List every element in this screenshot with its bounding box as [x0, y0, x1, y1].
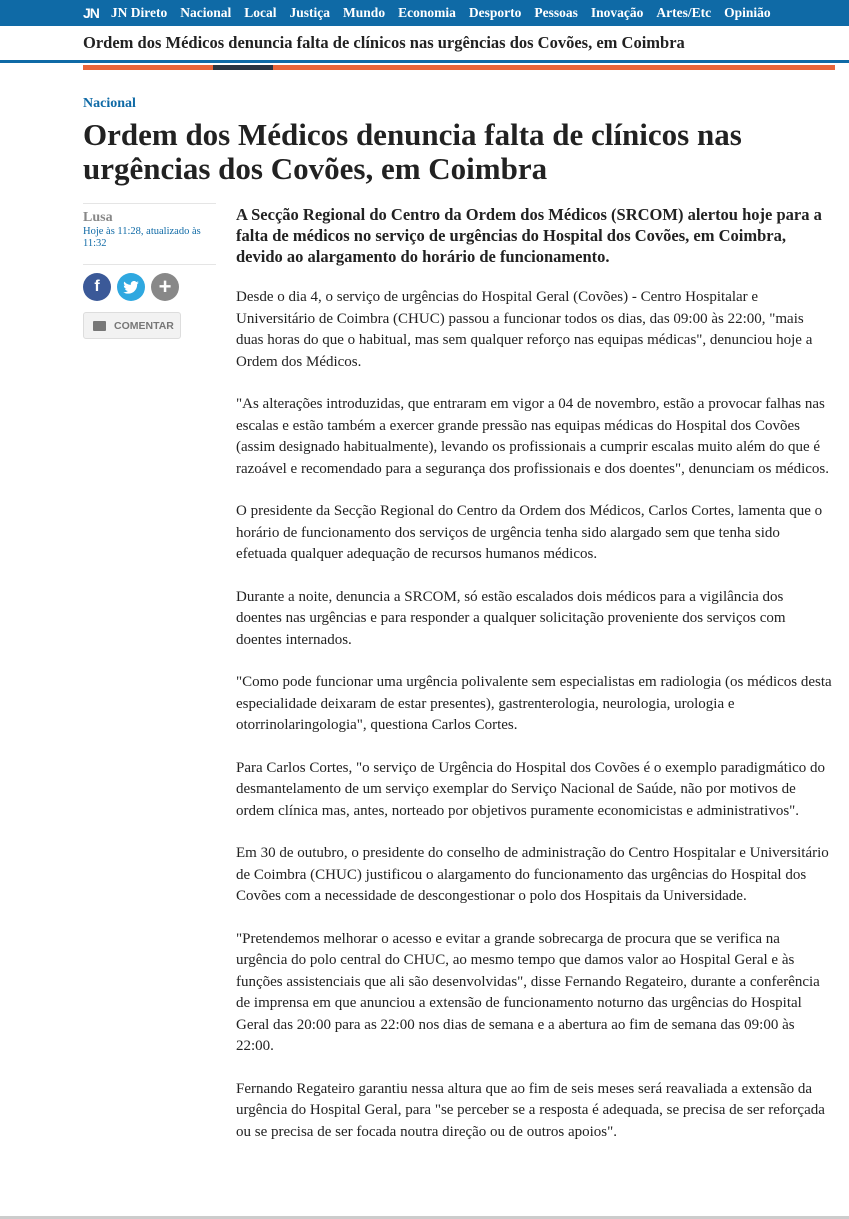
paragraph: Em 30 de outubro, o presidente do conselho de administração do Centro Hospitalar e Universitário de Coimbra (CHUC) justificou o alargamento do funcionamento das urgências do Hospital dos Covões com a necessidade de descongestionar o polo dos Hospitais da Universidade.: [236, 845, 829, 904]
nav-item[interactable]: Inovação: [590, 5, 644, 20]
comment-label: COMENTAR: [114, 319, 174, 332]
nav-item[interactable]: Economia: [398, 5, 456, 20]
article-sidebar: [83, 203, 216, 339]
publish-date: Hoje às 11:28, atualizado às 11:32: [83, 226, 201, 249]
facebook-icon[interactable]: f: [83, 273, 111, 301]
paragraph: O presidente da Secção Regional do Centro da Ordem dos Médicos, Carlos Cortes, lamenta que o horário de funcionamento dos serviços de urgência tenha sido alargado sem que tenha sido efetuada qualquer adequação de recursos humanos médicos.: [236, 503, 823, 562]
author: Lusa: [83, 210, 113, 225]
paragraph: Durante a noite, denuncia a SRCOM, só estão escalados dois médicos para a vigilância dos doentes nas urgências e para responder a qualquer solicitação proveniente dos serviços com doentes internados.: [236, 588, 786, 648]
nav-item[interactable]: Opinião: [724, 5, 771, 20]
jn-logo[interactable]: JN: [83, 5, 99, 21]
divider: [83, 264, 216, 265]
sticky-header: [0, 26, 849, 63]
sticky-title: Ordem dos Médicos denuncia falta de clínicos nas urgências dos Covões, em Coimbra: [83, 33, 685, 52]
twitter-icon[interactable]: [117, 273, 145, 301]
paragraph: Fernando Regateiro garantiu nessa altura que ao fim de seis meses será reavaliada a extensão da urgência do Hospital Geral, para "se perceber se a resposta é adequada, se precisa de ser reforçada ou se precisa de ser focada noutra direção ou de outros apoios".: [236, 1080, 825, 1140]
nav-item[interactable]: Artes/Etc: [656, 5, 712, 20]
nav-item[interactable]: Pessoas: [534, 5, 578, 20]
comment-button[interactable]: [83, 312, 181, 339]
nav-item[interactable]: Local: [244, 5, 277, 20]
paragraph: "Como pode funcionar uma urgência polivalente sem especialistas em radiologia (os médicos desta especialidade deixaram de estar presentes), gastrenterologia, neurologia, urologia e otorrinolaringologia", questiona Carlos Cortes.: [236, 674, 832, 733]
comment-icon: [93, 321, 106, 331]
nav-item[interactable]: Mundo: [343, 5, 386, 20]
article-title: Ordem dos Médicos denuncia falta de clínicos nas urgências dos Covões, em Coimbra: [83, 117, 742, 186]
article-body: [236, 204, 832, 1164]
more-share-icon[interactable]: +: [151, 273, 179, 301]
hero-image-strip: [83, 65, 835, 70]
paragraph: "As alterações introduzidas, que entraram em vigor a 04 de novembro, estão a provocar falhas nas escalas e estão também a exercer grande pressão nas equipas médicas do Hospital dos Covões (assim designado habitualmente), levando os profissionais a cumprir escalas muito além do que é razoável e recomendado para a segurança dos profissionais e dos doentes", denunciam os médicos.: [236, 396, 829, 477]
nav-item[interactable]: JN Direto: [110, 5, 168, 20]
paragraph: Desde o dia 4, o serviço de urgências do Hospital Geral (Covões) - Centro Hospitalar e Universitário de Coimbra (CHUC) passou a funcionar todos os dias, das 09:00 às 22:00, "mais duas horas do que o habitual, mas sem qualquer reforço nas equipas médicas", denunciou hoje a Ordem dos Médicos.: [236, 289, 813, 370]
nav-item[interactable]: Nacional: [180, 5, 232, 20]
nav-item[interactable]: Justiça: [289, 5, 331, 20]
section-label[interactable]: Nacional: [83, 96, 136, 111]
share-buttons: [83, 273, 216, 301]
nav-item[interactable]: Desporto: [468, 5, 522, 20]
top-navigation: [0, 0, 849, 26]
paragraph: "Pretendemos melhorar o acesso e evitar a grande sobrecarga de procura que se verifica na urgência do polo central do CHUC, ao mesmo tempo que damos valor ao Hospital Geral e às funções assistenciais que ali são desenvolvidas", disse Fernando Regateiro, durante a conferência de imprensa em que anunciou a extensão de funcionamento noturno das urgências do Hospital Geral das 20:00 para as 22:00 nos dias de semana e a abertura ao fim de semana das 09:00 às 22:00.: [236, 930, 820, 1054]
article-lead: A Secção Regional do Centro da Ordem dos Médicos (SRCOM) alertou hoje para a falta de médicos no serviço de urgências do Hospital dos Covões, em Coimbra, devido ao alargamento do horário de funcionamento.: [236, 205, 822, 266]
divider: [83, 203, 216, 204]
paragraph: Para Carlos Cortes, "o serviço de Urgência do Hospital dos Covões é o exemplo paradigmático do desmantelamento de um serviço exemplar do Serviço Nacional de Saúde, não por motivos de ordem clínica mas, antes, norteado por objetivos puramente economicistas e administrativos".: [236, 759, 826, 819]
